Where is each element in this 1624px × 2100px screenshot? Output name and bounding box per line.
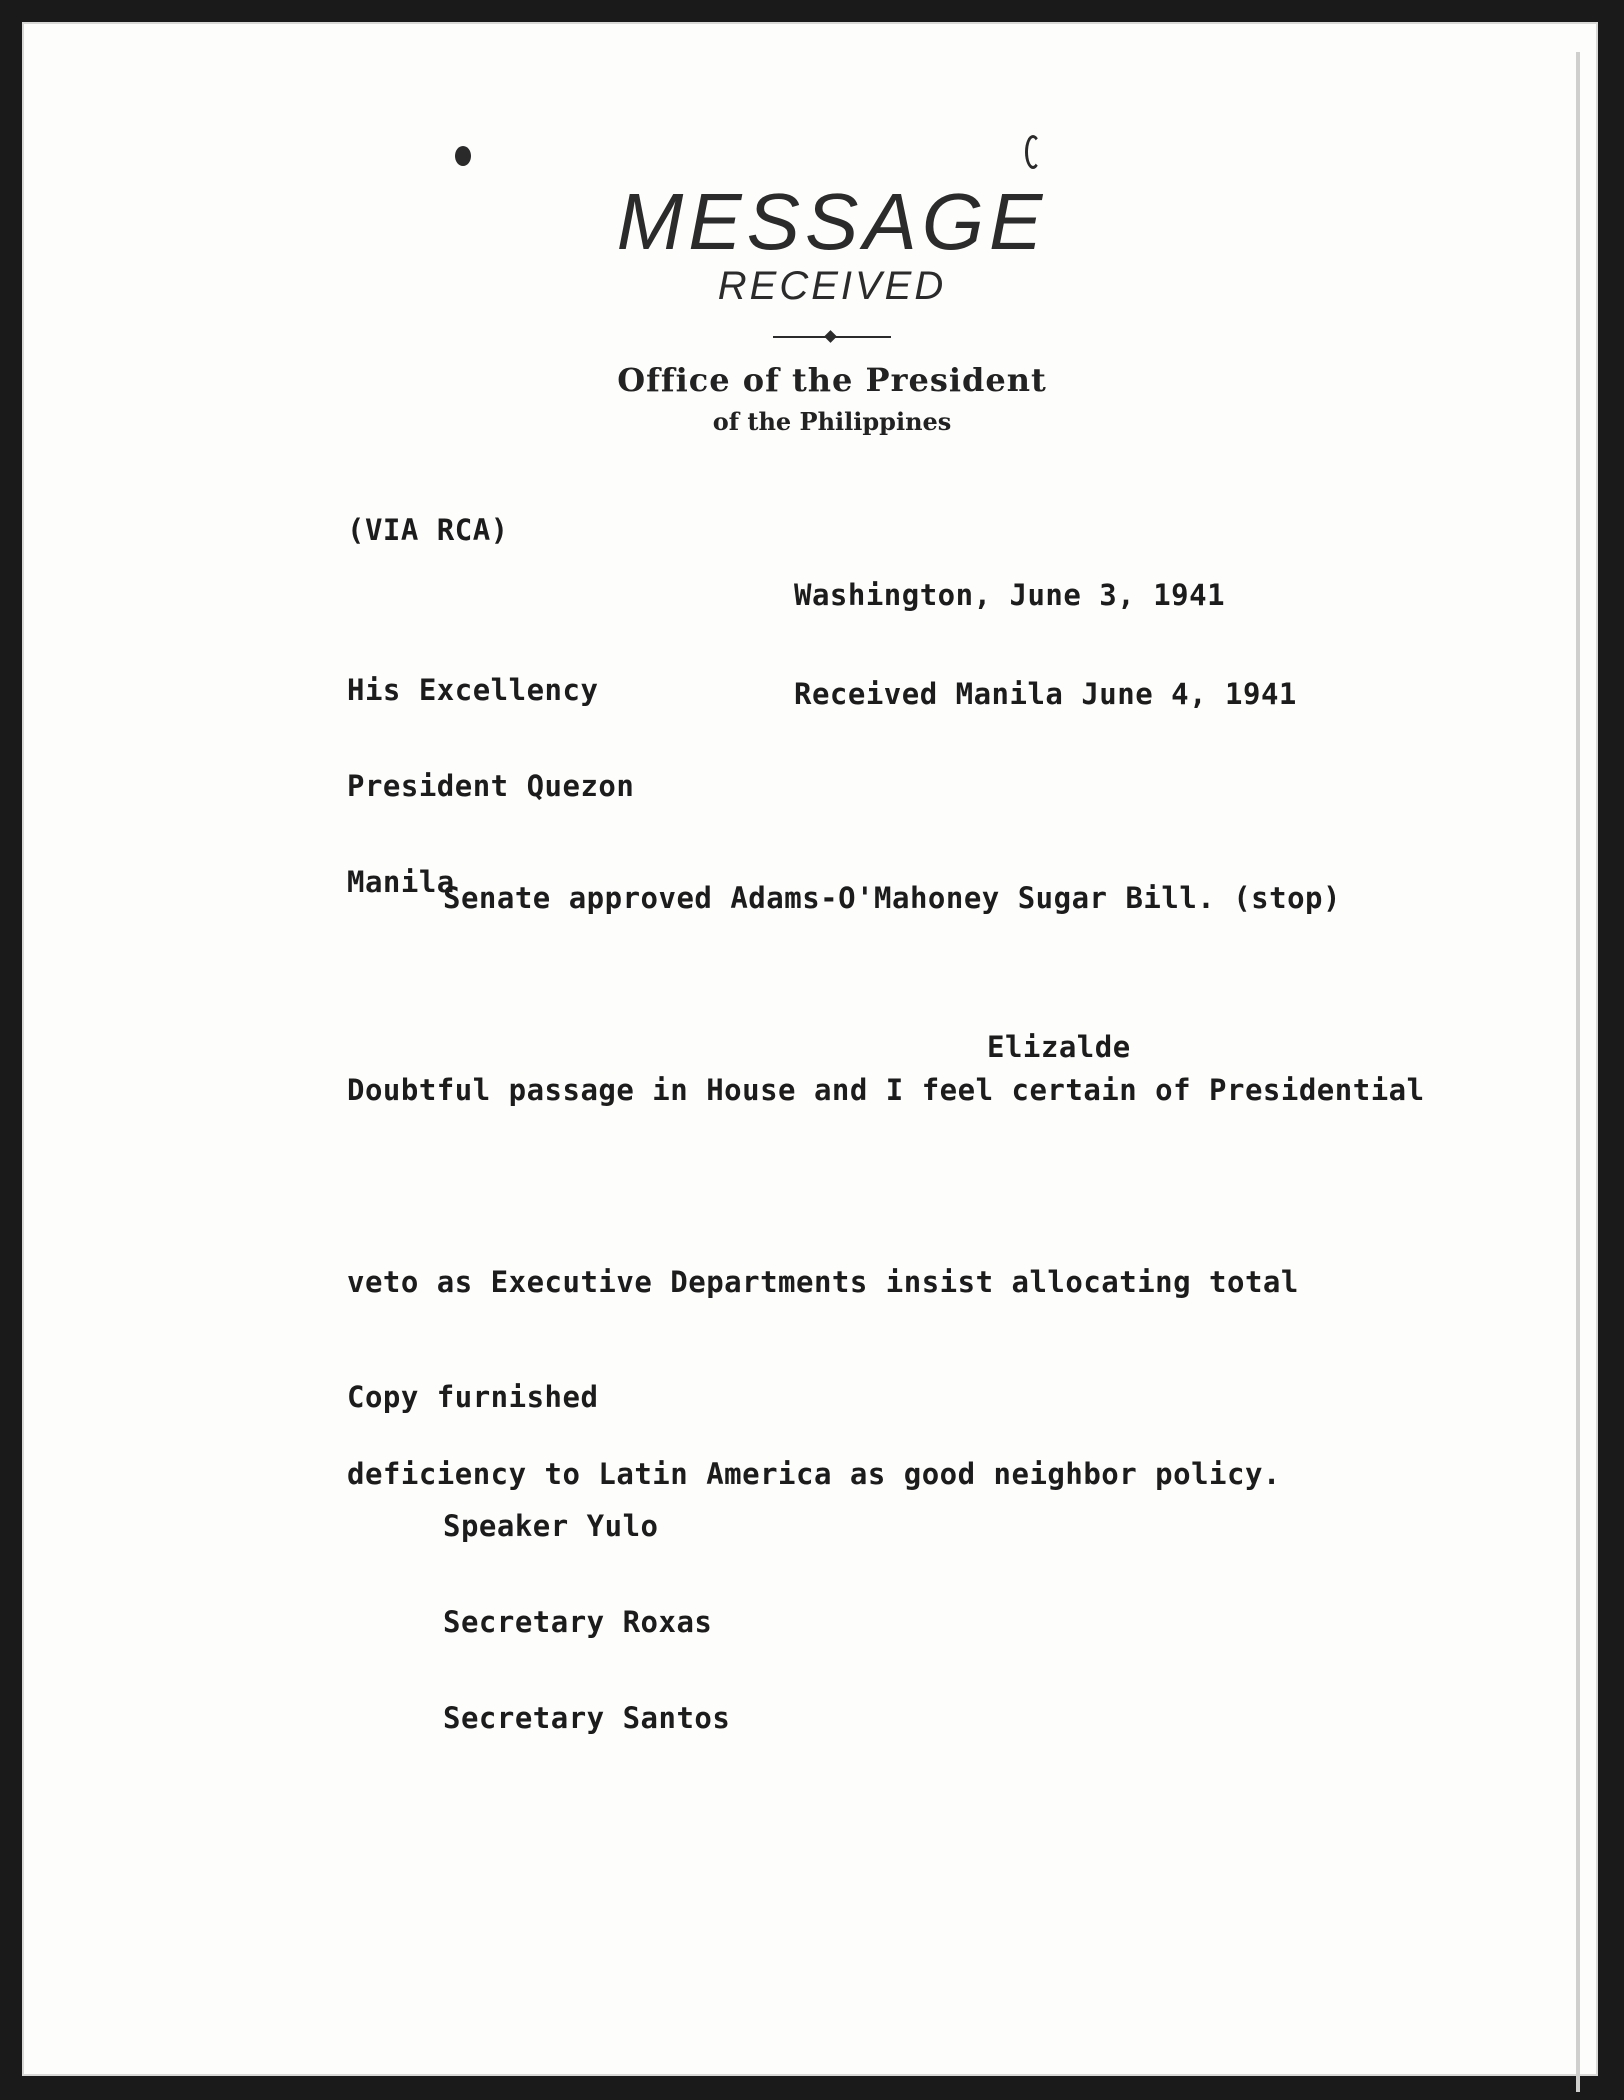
letterhead-title: MESSAGE xyxy=(616,177,1048,266)
body-line: deficiency to Latin America as good neighbor policy. xyxy=(347,1457,1281,1491)
transmission-route: (VIA RCA) xyxy=(347,513,509,547)
recipient: Speaker Yulo xyxy=(443,1509,659,1543)
addressee-line: His Excellency xyxy=(347,673,599,707)
addressee-line: Manila xyxy=(347,865,455,899)
letterhead-country: of the Philippines xyxy=(712,407,952,436)
sent-date: Washington, June 3, 1941 xyxy=(794,578,1226,612)
addressee-line: President Quezon xyxy=(347,769,635,803)
signature: Elizalde xyxy=(987,1030,1131,1064)
recipient: Secretary Roxas xyxy=(443,1605,713,1639)
ink-blot xyxy=(455,146,471,166)
letterhead-office: Office of the President xyxy=(617,361,1047,399)
page-edge xyxy=(1576,52,1580,2092)
letterhead xyxy=(542,177,1122,436)
document-page xyxy=(22,22,1598,2076)
copy-furnished-heading: Copy furnished xyxy=(347,1380,599,1414)
copy-recipients xyxy=(443,1446,730,1798)
letterhead-subtitle: RECEIVED xyxy=(717,264,947,308)
ink-blot xyxy=(1025,135,1041,169)
body-line: Senate approved Adams-O'Mahoney Sugar Bill. (stop) xyxy=(443,881,1341,915)
body-line: veto as Executive Departments insist allocating total xyxy=(347,1265,1299,1299)
ornamental-divider xyxy=(773,331,891,343)
body-line: Doubtful passage in House and I feel certain of Presidential xyxy=(347,1073,1425,1107)
received-date: Received Manila June 4, 1941 xyxy=(794,677,1297,711)
recipient: Secretary Santos xyxy=(443,1701,731,1735)
